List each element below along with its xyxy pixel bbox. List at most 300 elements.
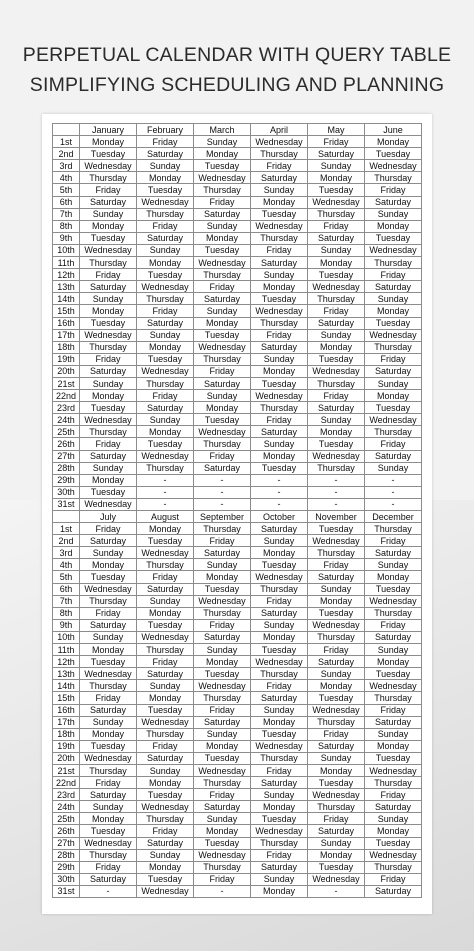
weekday-cell: Thursday [80, 341, 137, 353]
weekday-cell: Thursday [365, 523, 422, 535]
weekday-cell: Friday [308, 728, 365, 740]
weekday-cell: Saturday [80, 281, 137, 293]
weekday-cell: Thursday [308, 631, 365, 643]
weekday-cell: Monday [137, 692, 194, 704]
weekday-cell: Wednesday [80, 752, 137, 764]
month-header: December [365, 511, 422, 523]
weekday-cell: Tuesday [194, 244, 251, 256]
weekday-cell: Friday [365, 704, 422, 716]
weekday-cell: Friday [194, 365, 251, 377]
weekday-cell: Tuesday [194, 583, 251, 595]
weekday-cell: Sunday [80, 208, 137, 220]
weekday-cell: Friday [251, 595, 308, 607]
day-row [53, 535, 422, 547]
weekday-cell: Thursday [251, 837, 308, 849]
weekday-cell: Tuesday [194, 329, 251, 341]
weekday-cell: Tuesday [80, 656, 137, 668]
weekday-cell: Friday [365, 184, 422, 196]
weekday-cell: Monday [80, 136, 137, 148]
day-row [53, 148, 422, 160]
weekday-cell: Thursday [80, 595, 137, 607]
day-number-cell: 1st [53, 136, 80, 148]
weekday-cell: Saturday [80, 873, 137, 885]
day-number-cell: 29th [53, 861, 80, 873]
weekday-cell: Tuesday [137, 873, 194, 885]
weekday-cell: Wednesday [365, 160, 422, 172]
weekday-cell: Saturday [251, 523, 308, 535]
weekday-cell: Thursday [365, 172, 422, 184]
weekday-cell: Tuesday [365, 668, 422, 680]
weekday-cell: Tuesday [308, 777, 365, 789]
weekday-cell: Friday [308, 813, 365, 825]
day-number-cell: 17th [53, 329, 80, 341]
weekday-cell: Saturday [251, 257, 308, 269]
day-row [53, 764, 422, 776]
weekday-cell: Friday [251, 680, 308, 692]
weekday-cell: Tuesday [137, 353, 194, 365]
weekday-cell: Sunday [308, 752, 365, 764]
weekday-cell: Thursday [365, 777, 422, 789]
weekday-cell: Monday [365, 571, 422, 583]
weekday-cell: Monday [137, 257, 194, 269]
day-number-cell: 1st [53, 523, 80, 535]
weekday-cell: Friday [365, 535, 422, 547]
day-number-cell: 24th [53, 414, 80, 426]
weekday-cell: Monday [308, 172, 365, 184]
weekday-cell: Thursday [80, 764, 137, 776]
weekday-cell: Monday [194, 402, 251, 414]
weekday-cell: Thursday [308, 208, 365, 220]
weekday-cell: Sunday [365, 293, 422, 305]
day-row [53, 353, 422, 365]
weekday-cell: Wednesday [194, 257, 251, 269]
weekday-cell: Thursday [251, 148, 308, 160]
weekday-cell: Wednesday [137, 547, 194, 559]
day-number-cell: 29th [53, 474, 80, 486]
day-number-cell: 12th [53, 269, 80, 281]
day-number-cell: 11th [53, 644, 80, 656]
day-number-cell: 7th [53, 595, 80, 607]
month-header: November [308, 511, 365, 523]
day-number-cell: 9th [53, 619, 80, 631]
weekday-cell: Thursday [308, 462, 365, 474]
weekday-cell: Friday [137, 390, 194, 402]
weekday-cell: Friday [194, 535, 251, 547]
weekday-cell: Sunday [365, 462, 422, 474]
weekday-cell: Thursday [251, 402, 308, 414]
weekday-cell: Friday [80, 353, 137, 365]
weekday-cell: - [80, 885, 137, 897]
weekday-cell: Thursday [251, 752, 308, 764]
weekday-cell: Saturday [194, 462, 251, 474]
day-row [53, 244, 422, 256]
weekday-cell: Monday [194, 656, 251, 668]
day-row [53, 752, 422, 764]
weekday-cell: Wednesday [194, 172, 251, 184]
day-number-cell: 15th [53, 692, 80, 704]
weekday-cell: Wednesday [308, 365, 365, 377]
weekday-cell: Tuesday [251, 293, 308, 305]
weekday-cell: Thursday [251, 317, 308, 329]
weekday-cell: Wednesday [80, 668, 137, 680]
day-number-cell: 5th [53, 571, 80, 583]
weekday-cell: Friday [308, 220, 365, 232]
weekday-cell: Tuesday [251, 462, 308, 474]
weekday-cell: Monday [308, 595, 365, 607]
weekday-cell: - [308, 885, 365, 897]
weekday-cell: Tuesday [80, 317, 137, 329]
day-row [53, 377, 422, 389]
day-number-cell: 16th [53, 704, 80, 716]
day-row [53, 547, 422, 559]
weekday-cell: Saturday [308, 402, 365, 414]
day-number-cell: 3rd [53, 160, 80, 172]
day-number-cell: 25th [53, 813, 80, 825]
day-number-cell: 28th [53, 849, 80, 861]
weekday-cell: Wednesday [308, 704, 365, 716]
weekday-cell: Wednesday [194, 680, 251, 692]
day-number-cell: 10th [53, 631, 80, 643]
weekday-cell: Tuesday [80, 825, 137, 837]
day-row [53, 837, 422, 849]
day-number-cell: 13th [53, 668, 80, 680]
weekday-cell: Wednesday [365, 849, 422, 861]
day-number-cell: 21st [53, 764, 80, 776]
day-number-cell: 18th [53, 728, 80, 740]
weekday-cell: Friday [80, 184, 137, 196]
weekday-cell: Saturday [194, 377, 251, 389]
weekday-cell: Sunday [80, 547, 137, 559]
weekday-cell: Thursday [251, 583, 308, 595]
weekday-cell: Friday [194, 450, 251, 462]
weekday-cell: - [194, 486, 251, 498]
weekday-cell: Tuesday [194, 160, 251, 172]
day-row [53, 777, 422, 789]
day-row [53, 861, 422, 873]
weekday-cell: Tuesday [365, 402, 422, 414]
weekday-cell: Sunday [137, 764, 194, 776]
weekday-cell: Tuesday [80, 232, 137, 244]
day-row [53, 232, 422, 244]
weekday-cell: Wednesday [308, 789, 365, 801]
day-row [53, 692, 422, 704]
weekday-cell: Saturday [308, 571, 365, 583]
weekday-cell: Sunday [251, 438, 308, 450]
day-number-cell: 18th [53, 341, 80, 353]
day-row [53, 716, 422, 728]
weekday-cell: Friday [365, 789, 422, 801]
weekday-cell: Tuesday [137, 789, 194, 801]
month-header: February [137, 124, 194, 136]
weekday-cell: Wednesday [137, 801, 194, 813]
weekday-cell: Thursday [308, 716, 365, 728]
weekday-cell: Wednesday [308, 873, 365, 885]
weekday-cell: Sunday [308, 160, 365, 172]
day-row [53, 885, 422, 897]
weekday-cell: - [137, 498, 194, 510]
weekday-cell: Friday [194, 196, 251, 208]
day-number-cell: 20th [53, 752, 80, 764]
weekday-cell: Wednesday [194, 341, 251, 353]
month-header: January [80, 124, 137, 136]
weekday-cell: Thursday [137, 559, 194, 571]
weekday-cell: Friday [251, 329, 308, 341]
weekday-cell: Sunday [194, 305, 251, 317]
weekday-cell: Sunday [137, 329, 194, 341]
weekday-cell: Saturday [137, 232, 194, 244]
weekday-cell: Monday [137, 861, 194, 873]
weekday-cell: Tuesday [80, 486, 137, 498]
weekday-cell: Tuesday [365, 752, 422, 764]
weekday-cell: Sunday [80, 377, 137, 389]
day-row [53, 365, 422, 377]
weekday-cell: - [194, 498, 251, 510]
weekday-cell: Saturday [137, 752, 194, 764]
weekday-cell: Tuesday [365, 148, 422, 160]
weekday-cell: Saturday [251, 172, 308, 184]
weekday-cell: Tuesday [137, 535, 194, 547]
weekday-cell: Saturday [365, 885, 422, 897]
weekday-cell: Tuesday [137, 704, 194, 716]
weekday-cell: Friday [137, 656, 194, 668]
weekday-cell: Friday [80, 777, 137, 789]
weekday-cell: Sunday [308, 244, 365, 256]
weekday-cell: Sunday [137, 414, 194, 426]
weekday-cell: Saturday [251, 777, 308, 789]
weekday-cell: Monday [308, 680, 365, 692]
weekday-cell: Tuesday [80, 740, 137, 752]
weekday-cell: Wednesday [251, 571, 308, 583]
weekday-cell: Saturday [251, 607, 308, 619]
weekday-cell: Friday [365, 873, 422, 885]
weekday-cell: Friday [80, 523, 137, 535]
weekday-cell: Sunday [251, 619, 308, 631]
weekday-cell: Friday [80, 861, 137, 873]
day-row [53, 220, 422, 232]
weekday-cell: Wednesday [251, 825, 308, 837]
weekday-cell: Monday [80, 813, 137, 825]
weekday-cell: Wednesday [137, 196, 194, 208]
weekday-cell: Wednesday [365, 595, 422, 607]
weekday-cell: Friday [365, 438, 422, 450]
day-number-cell: 8th [53, 607, 80, 619]
weekday-cell: Monday [251, 365, 308, 377]
weekday-cell: Monday [251, 547, 308, 559]
weekday-cell: Thursday [137, 208, 194, 220]
weekday-cell: - [194, 474, 251, 486]
day-row [53, 462, 422, 474]
month-header-row [53, 511, 422, 523]
weekday-cell: Wednesday [365, 680, 422, 692]
day-row [53, 668, 422, 680]
weekday-cell: Monday [194, 825, 251, 837]
day-number-cell: 19th [53, 740, 80, 752]
weekday-cell: Sunday [251, 873, 308, 885]
weekday-cell: Monday [137, 777, 194, 789]
day-row [53, 329, 422, 341]
weekday-cell: Sunday [251, 535, 308, 547]
weekday-cell: Wednesday [251, 136, 308, 148]
day-row [53, 450, 422, 462]
weekday-cell: Wednesday [80, 583, 137, 595]
weekday-cell: Saturday [308, 148, 365, 160]
weekday-cell: Monday [365, 220, 422, 232]
weekday-cell: Thursday [251, 232, 308, 244]
weekday-cell: Wednesday [194, 764, 251, 776]
day-number-cell: 4th [53, 559, 80, 571]
weekday-cell: Saturday [251, 861, 308, 873]
day-row [53, 559, 422, 571]
weekday-cell: Monday [365, 740, 422, 752]
weekday-cell: Thursday [194, 692, 251, 704]
day-row [53, 136, 422, 148]
weekday-cell: Monday [80, 390, 137, 402]
weekday-cell: Saturday [365, 801, 422, 813]
day-row [53, 825, 422, 837]
day-number-cell: 30th [53, 873, 80, 885]
weekday-cell: Thursday [194, 184, 251, 196]
weekday-cell: Sunday [308, 329, 365, 341]
weekday-cell: - [308, 474, 365, 486]
weekday-cell: Thursday [365, 426, 422, 438]
weekday-cell: Sunday [251, 789, 308, 801]
day-number-cell: 11th [53, 257, 80, 269]
day-row [53, 801, 422, 813]
weekday-cell: - [365, 474, 422, 486]
day-row [53, 293, 422, 305]
day-number-cell: 20th [53, 365, 80, 377]
weekday-cell: Tuesday [137, 438, 194, 450]
weekday-cell: Tuesday [308, 523, 365, 535]
weekday-cell: Thursday [365, 861, 422, 873]
weekday-cell: Wednesday [365, 414, 422, 426]
weekday-cell: - [365, 498, 422, 510]
weekday-cell: Saturday [80, 450, 137, 462]
weekday-cell: Sunday [365, 813, 422, 825]
weekday-cell: Wednesday [80, 244, 137, 256]
weekday-cell: Sunday [308, 414, 365, 426]
weekday-cell: Saturday [80, 704, 137, 716]
weekday-cell: Sunday [80, 631, 137, 643]
weekday-cell: Wednesday [251, 390, 308, 402]
weekday-cell: Tuesday [365, 232, 422, 244]
day-number-cell: 23rd [53, 402, 80, 414]
day-row [53, 595, 422, 607]
weekday-cell: Tuesday [308, 184, 365, 196]
weekday-cell: Monday [80, 644, 137, 656]
weekday-cell: Monday [137, 426, 194, 438]
weekday-cell: Saturday [80, 196, 137, 208]
weekday-cell: Monday [80, 728, 137, 740]
weekday-cell: Saturday [308, 740, 365, 752]
weekday-cell: Monday [308, 849, 365, 861]
weekday-cell: Sunday [365, 728, 422, 740]
day-number-cell: 9th [53, 232, 80, 244]
day-number-cell: 14th [53, 680, 80, 692]
weekday-cell: Sunday [308, 583, 365, 595]
weekday-cell: Wednesday [137, 885, 194, 897]
weekday-cell: Sunday [365, 559, 422, 571]
weekday-cell: Tuesday [308, 269, 365, 281]
weekday-cell: Wednesday [251, 220, 308, 232]
day-row [53, 390, 422, 402]
weekday-cell: Thursday [80, 172, 137, 184]
weekday-cell: Wednesday [137, 365, 194, 377]
weekday-cell: Friday [251, 244, 308, 256]
weekday-cell: Tuesday [365, 583, 422, 595]
weekday-cell: Sunday [251, 353, 308, 365]
weekday-cell: Friday [194, 619, 251, 631]
day-row [53, 160, 422, 172]
weekday-cell: Sunday [80, 801, 137, 813]
weekday-cell: Monday [251, 801, 308, 813]
day-row [53, 486, 422, 498]
weekday-cell: Sunday [194, 559, 251, 571]
weekday-cell: Thursday [308, 293, 365, 305]
weekday-cell: Saturday [137, 148, 194, 160]
weekday-cell: Thursday [194, 353, 251, 365]
weekday-cell: Monday [308, 257, 365, 269]
day-row [53, 474, 422, 486]
weekday-cell: Friday [251, 849, 308, 861]
day-row [53, 704, 422, 716]
weekday-cell: Sunday [137, 160, 194, 172]
weekday-cell: Tuesday [251, 813, 308, 825]
day-number-cell: 3rd [53, 547, 80, 559]
weekday-cell: Friday [251, 414, 308, 426]
weekday-cell: Friday [365, 269, 422, 281]
weekday-cell: Wednesday [251, 740, 308, 752]
day-number-cell: 4th [53, 172, 80, 184]
day-row [53, 631, 422, 643]
month-header-row [53, 124, 422, 136]
weekday-cell: Thursday [308, 801, 365, 813]
weekday-cell: Monday [251, 450, 308, 462]
weekday-cell: Tuesday [308, 438, 365, 450]
weekday-cell: Monday [137, 172, 194, 184]
month-header: June [365, 124, 422, 136]
weekday-cell: Thursday [194, 861, 251, 873]
weekday-cell: Sunday [365, 377, 422, 389]
weekday-cell: Saturday [308, 232, 365, 244]
weekday-cell: - [194, 885, 251, 897]
weekday-cell: Sunday [251, 704, 308, 716]
weekday-cell: Tuesday [80, 571, 137, 583]
weekday-cell: Thursday [80, 426, 137, 438]
weekday-cell: Monday [251, 631, 308, 643]
weekday-cell: - [251, 486, 308, 498]
weekday-cell: Sunday [137, 849, 194, 861]
day-number-cell: 26th [53, 438, 80, 450]
weekday-cell: Tuesday [308, 353, 365, 365]
weekday-cell: Monday [194, 148, 251, 160]
day-number-cell: 23rd [53, 789, 80, 801]
weekday-cell: Thursday [194, 269, 251, 281]
day-row [53, 571, 422, 583]
weekday-cell: Saturday [365, 716, 422, 728]
weekday-cell: Monday [251, 281, 308, 293]
day-number-cell: 7th [53, 208, 80, 220]
day-row [53, 728, 422, 740]
weekday-cell: Saturday [194, 716, 251, 728]
weekday-cell: Thursday [194, 523, 251, 535]
day-row [53, 813, 422, 825]
weekday-cell: Monday [194, 232, 251, 244]
day-number-cell: 24th [53, 801, 80, 813]
weekday-cell: Saturday [194, 631, 251, 643]
day-row [53, 498, 422, 510]
weekday-cell: Sunday [80, 462, 137, 474]
